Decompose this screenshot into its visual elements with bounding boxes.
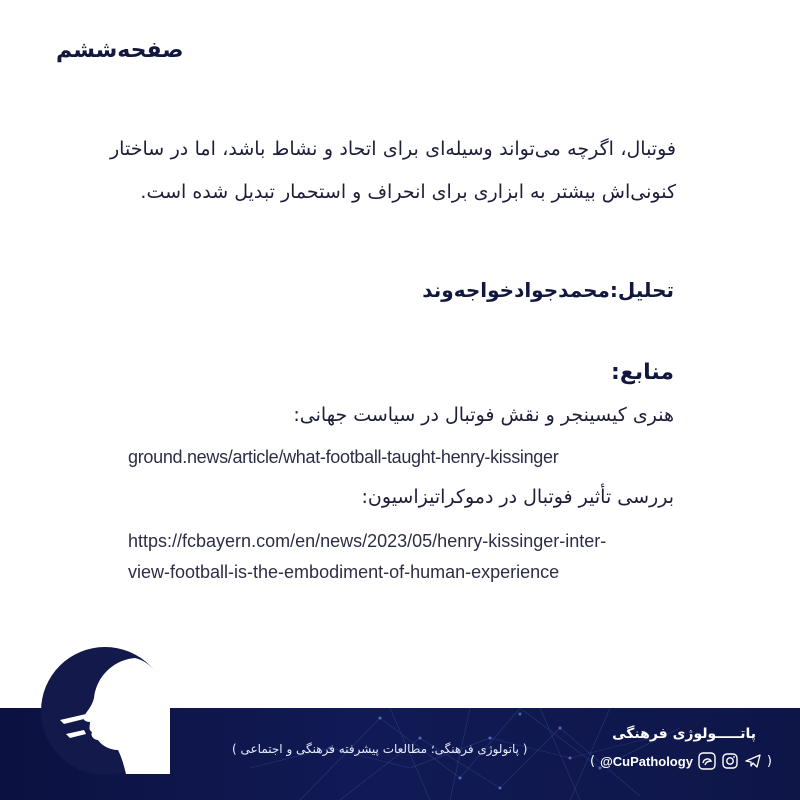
brand-name: پاتـــــولوژی فرهنگی: [612, 726, 756, 742]
source-2-link[interactable]: https://fcbayern.com/en/news/2023/05/henry-kissinger-inter- view-football-is-the-embodiment-of-human-experience: [128, 531, 607, 582]
social-handle-row: ( @CuPathology ): [590, 753, 772, 769]
source-1-title: هنری کیسینجر و نقش فوتبال در سیاست جهانی:: [293, 404, 674, 426]
social-handle[interactable]: @CuPathology: [600, 753, 693, 769]
page-title: صفحه‌ششم: [56, 38, 184, 63]
body-paragraph: فوتبال، اگرچه می‌تواند وسیله‌ای برای اتحاد و نشاط باشد، اما در ساختار کنونی‌اش بیشتر به ابزاری برای انحراف و استحمار تبدیل شده است.: [110, 138, 676, 203]
telegram-icon[interactable]: [744, 752, 762, 770]
author-credit: تحلیل:محمدجوادخواجه‌وند: [422, 278, 674, 302]
instagram-icon[interactable]: [721, 752, 739, 770]
eitaa-icon[interactable]: [698, 752, 716, 770]
logo-profile-icon: [40, 646, 170, 776]
sources-heading: منابع:: [611, 360, 674, 385]
source-1-link[interactable]: ground.news/article/what-football-taught-henry-kissinger: [128, 447, 559, 467]
source-2-title: بررسی تأثیر فوتبال در دموکراتیزاسیون:: [361, 486, 674, 508]
footer-tagline: ( پاتولوژی فرهنگی؛ مطالعات پیشرفته فرهنگی و اجتماعی ): [232, 742, 528, 756]
